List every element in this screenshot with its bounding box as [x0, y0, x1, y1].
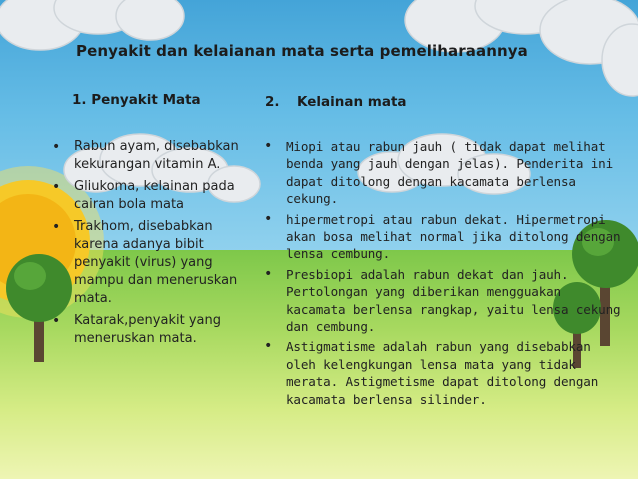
list-item: • Astigmatisme adalah rabun yang disebabkan oleh kelengkungan lensa mata yang tidak merata. Astigmetisme dapat ditolong dengan kacamata berlensa silinder. [264, 338, 624, 408]
right-column-heading-text: Kelainan mata [297, 94, 407, 110]
list-item: • Miopi atau rabun jauh ( tidak dapat melihat benda yang jauh dengan jelas). Penderita ini dapat ditolong dengan kacamata berlensa cekung. [264, 138, 624, 208]
right-column-heading [265, 94, 407, 110]
slide-title: Penyakit dan kelaianan mata serta pemeliharaannya [76, 42, 528, 60]
list-item: • Presbiopi adalah rabun dekat dan jauh. Pertolongan yang diberikan mengguakan kacamata berlensa rangkap, yaitu lensa cekung dan cembung. [264, 266, 624, 336]
right-column-number: 2. [265, 94, 280, 110]
left-column-number: 1. [72, 92, 87, 108]
list-item: • Trakhom, disebabkan karena adanya bibit penyakit (virus) yang mampu dan meneruskan mata. [52, 218, 257, 308]
list-item: • Gliukoma, kelainan pada cairan bola mata [52, 178, 257, 214]
list-item: • hipermetropi atau rabun dekat. Hipermetropi akan bosa melihat normal jika ditolong dengan lensa cembung. [264, 211, 624, 263]
left-column-heading [72, 92, 201, 108]
left-column-heading-text: Penyakit Mata [91, 92, 201, 108]
list-item: • Katarak,penyakit yang meneruskan mata. [52, 312, 257, 348]
eye-disease-list [52, 138, 257, 352]
eye-disorder-list [264, 138, 624, 411]
list-item: • Rabun ayam, disebabkan kekurangan vitamin A. [52, 138, 257, 174]
